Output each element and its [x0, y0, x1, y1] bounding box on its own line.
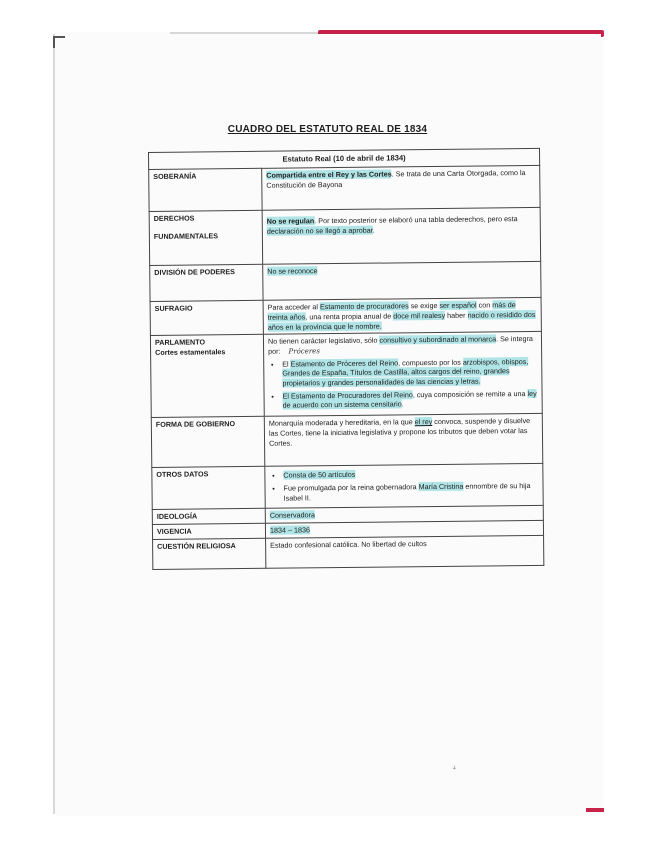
text: convoca, suspende y disuelve las Cortes, tiene la iniciativa legislativa y propone los tributos que deben votar las Cortes. [268, 416, 531, 448]
table-row [150, 298, 541, 336]
highlight: nacido o residido dos años en la provincia que le nombre. [267, 309, 536, 332]
label-line: FUNDAMENTALES [153, 231, 219, 241]
table-row [149, 208, 541, 266]
row-value-division [263, 262, 541, 301]
table-row [150, 332, 542, 418]
highlight: Estamento de Próceres del Reino [290, 357, 399, 369]
row-value-parlamento [263, 332, 542, 417]
list-item [283, 389, 538, 411]
highlight: Consta de 50 artículos [283, 470, 356, 480]
row-label-ideologia: IDEOLOGÍA [152, 509, 265, 525]
highlight: Compartida entre el Rey y las Cortes [266, 169, 392, 181]
highlight: Conservadora [269, 510, 316, 521]
row-value-soberania [262, 166, 540, 211]
highlight: 1834 – 1836 [269, 525, 310, 535]
table-row [152, 464, 543, 510]
highlight: declaración no se llegó a aprobar [266, 225, 373, 236]
list-item [283, 481, 538, 503]
text: Estado confesional católica. No libertad de cultos [270, 538, 427, 550]
label-line: PARLAMENTO [154, 337, 206, 348]
row-label-religiosa: CUESTIÓN RELIGIOSA [153, 538, 266, 569]
row-label-soberania: SOBERANÍA [149, 169, 262, 212]
highlight: María Cristina [418, 481, 464, 492]
handwritten-note: Próceres [288, 347, 320, 356]
row-label-vigencia: VIGENCIA [152, 523, 265, 539]
row-label-sufragio: SUFRAGIO [150, 301, 263, 336]
list-item [282, 356, 537, 388]
text: , cuya composición se remite a una [412, 388, 528, 399]
label-line: DERECHOS [153, 213, 195, 224]
pencil-mark: ꜜ [452, 766, 457, 776]
text: ennombre de su hija Isabel II. [283, 480, 531, 503]
row-label-otros: OTROS DATOS [152, 466, 265, 509]
text: No tienen carácter legislativo, sólo [267, 335, 380, 347]
staple-corner-mark [53, 36, 65, 48]
text: . [372, 225, 375, 235]
text: haber [445, 310, 468, 320]
highlight: ser español [439, 300, 477, 311]
table-heading: Estatuto Real (10 de abril de 1834) [149, 148, 540, 169]
paragraph [268, 334, 537, 357]
statute-table [148, 148, 544, 570]
highlight: más de treinta años [267, 300, 516, 322]
text: Monarquía moderada y hereditaria, en la que [268, 417, 415, 428]
text: . [401, 399, 404, 409]
highlight: arzobispos, obispos, Grandes de España, Títulos de Castilla, altos cargos del reino, grandes propietarios y grandes personalidades de las ciencias y letras. [282, 356, 529, 388]
text: . Por texto posterior se elaboró una tabla dederechos, pero esta [314, 214, 518, 226]
row-value-religiosa [266, 535, 544, 568]
highlight: doce mil realesy [393, 310, 446, 321]
row-value-forma [264, 414, 543, 467]
row-label-parlamento [150, 335, 264, 418]
row-label-division: DIVISIÓN DE PODERES [150, 265, 263, 302]
bullet-list [269, 468, 538, 503]
table-row [153, 535, 544, 569]
text: , una renta propia anual de [305, 311, 394, 322]
highlight: Estamento de procuradores [319, 301, 409, 312]
bullet-list [268, 356, 538, 410]
highlight: No se regulan [266, 216, 315, 227]
text: . Se integra por: [268, 334, 533, 356]
text: con [476, 300, 493, 310]
red-folder-edge-bottom [586, 808, 604, 812]
row-value-sufragio [263, 298, 541, 335]
table-row [149, 166, 540, 212]
text: Fue promulgada por la reina gobernadora [283, 482, 419, 493]
list-item [283, 468, 538, 480]
highlight: ley de acuerdo con un sistema censitario [282, 388, 537, 411]
row-value-otros [265, 464, 543, 509]
table-row [150, 262, 541, 302]
text: se exige [408, 301, 440, 311]
document-title: CUADRO DEL ESTATUTO REAL DE 1834 [227, 124, 428, 135]
text: , compuesto por los [398, 357, 463, 367]
row-label-derechos [149, 211, 263, 266]
label-line: Cortes estamentales [155, 347, 226, 358]
table-row [151, 414, 543, 468]
row-label-forma: FORMA DE GOBIERNO [151, 416, 265, 467]
text: . Se trata de una Carta Otorgada, como la Constitución de Bayona [266, 168, 526, 190]
text: Para acceder al [267, 302, 321, 313]
highlight: el rey [414, 417, 433, 427]
highlight: El Estamento de Procuradores del Reino [282, 389, 413, 401]
text: El [282, 359, 291, 369]
highlight: consultivo y subordinado al monarca [379, 334, 497, 345]
row-value-derechos [262, 208, 541, 265]
highlight: No se reconoce [267, 266, 318, 277]
